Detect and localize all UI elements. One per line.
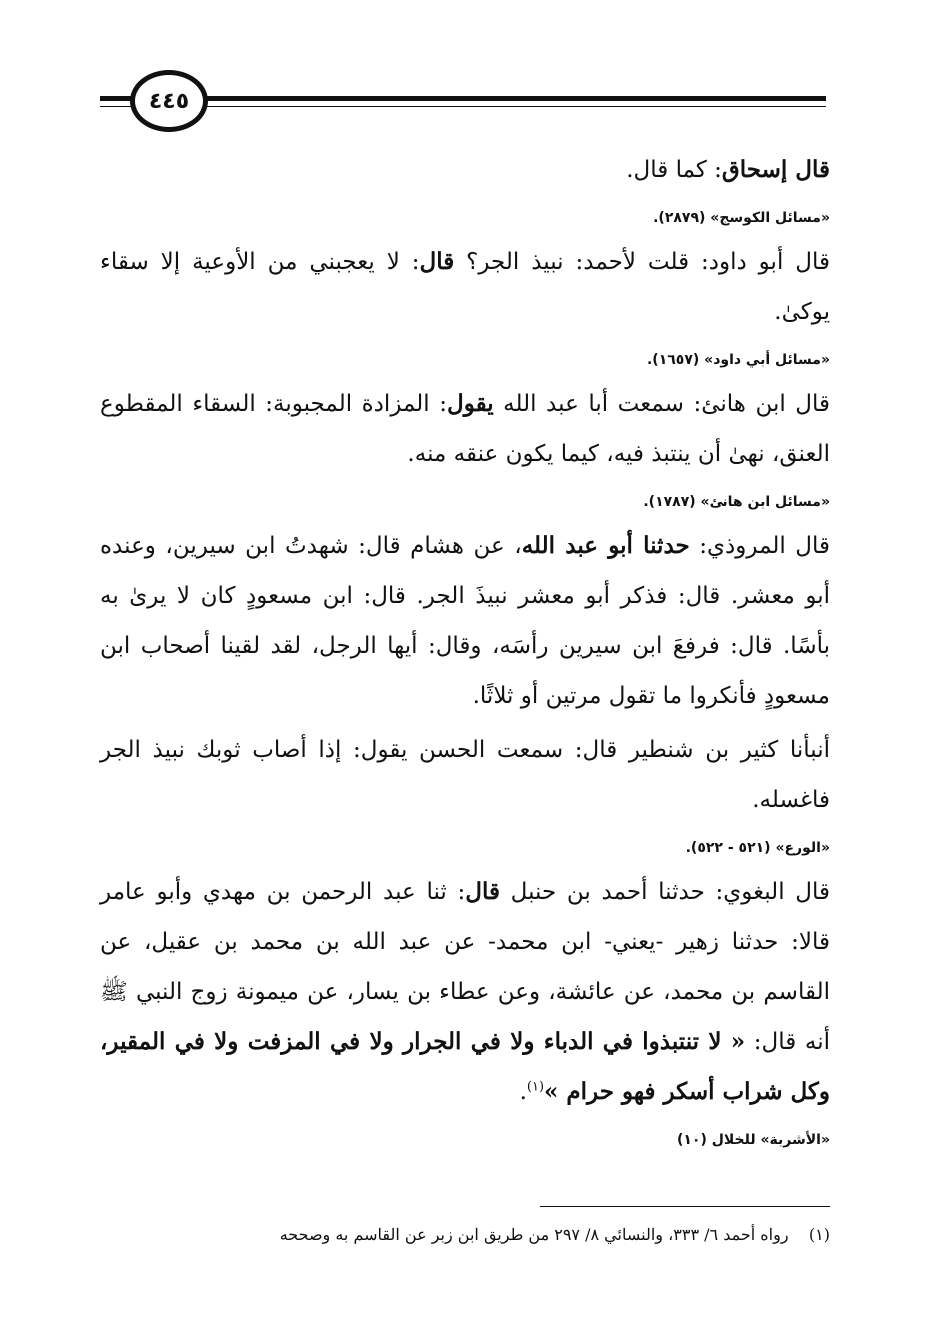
footnote-separator bbox=[540, 1206, 830, 1207]
footnote-marker: (١) bbox=[808, 1225, 830, 1244]
bold-term: قال bbox=[465, 878, 500, 905]
paragraph-marwazi bbox=[100, 521, 830, 721]
paragraph-text: : لا يعجبني من الأوعية إلا سقاء يوكىٰ. bbox=[100, 249, 830, 325]
paragraph-ishaq bbox=[100, 145, 830, 195]
page-body bbox=[100, 145, 830, 1159]
header-rule-thick bbox=[100, 96, 826, 101]
paragraph-abu-dawud bbox=[100, 237, 830, 337]
paragraph-text: قال ابن هانئ: سمعت أبا عبد الله bbox=[493, 391, 830, 417]
paragraph-text: . bbox=[519, 1079, 527, 1105]
paragraph-kathir: أنبأنا كثير بن شنطير قال: سمعت الحسن يقول: إذا أصاب ثوبك نبيذ الجر فاغسله. bbox=[100, 737, 830, 813]
source-citation: «الورع» (٥٢١ - ٥٢٢). bbox=[685, 840, 830, 856]
bold-term: يقول bbox=[447, 390, 494, 417]
footnote-reference[interactable]: (١) bbox=[526, 1079, 545, 1095]
source-citation: «مسائل أبي داود» (١٦٥٧). bbox=[646, 352, 830, 368]
header-rule-thin bbox=[100, 106, 826, 107]
paragraph-text: قال أبو داود: قلت لأحمد: نبيذ الجر؟ bbox=[454, 249, 830, 275]
paragraph-text: : كما قال. bbox=[626, 157, 722, 183]
footnote bbox=[100, 1222, 830, 1248]
paragraph-text: قال البغوي: حدثنا أحمد بن حنبل bbox=[499, 879, 830, 905]
speaker-label: قال إسحاق bbox=[721, 156, 830, 183]
source-citation: «مسائل الكوسج» (٢٨٧٩). bbox=[653, 210, 830, 226]
paragraph-text: قال المروذي: bbox=[689, 533, 831, 559]
bold-term: قال bbox=[419, 248, 455, 275]
footnote-text: رواه أحمد ٦/ ٣٣٣، والنسائي ٨/ ٢٩٧ من طريق ابن زبر عن القاسم به وصححه bbox=[279, 1225, 789, 1244]
paragraph-text: : ثنا عبد الرحمن بن مهدي وأبو عامر قالا: حدثنا زهير -يعني- ابن محمد- عن عبد الله بن محمد بن عقيل، عن القاسم بن محمد، عن عائشة، وعن عطاء بن يسار، عن ميمونة زوج النبي ﷺ أنه قال: bbox=[100, 879, 830, 1055]
paragraph-text: : المزادة المجبوبة: السقاء المقطوع العنق، نهىٰ أن ينتبذ فيه، كيما يكون عنقه منه. bbox=[100, 391, 830, 467]
page-number: ٤٤٥ bbox=[148, 88, 190, 114]
source-citation: «مسائل ابن هانئ» (١٧٨٧). bbox=[643, 494, 830, 510]
paragraph-ibn-hani bbox=[100, 379, 830, 479]
page-number-badge bbox=[130, 70, 208, 132]
paragraph-text: ، عن هشام قال: شهدتُ ابن سيرين، وعنده أبو معشر. قال: فذكر أبو معشر نبيذَ الجر. قال: ابن مسعودٍ كان لا يرىٰ به بأسًا. قال: فرفعَ ابن سيرين رأسَه، وقال: أيها الرجل، لقد لقينا أصحاب ابن مسعودٍ فأنكروا ما تقول مرتين أو ثلاثًا. bbox=[100, 533, 830, 709]
hadith-quote: « لا تنتبذوا في الدباء ولا في الجرار ولا في المزفت ولا في المقير، وكل شراب أسكر فهو حرام » bbox=[100, 1028, 830, 1105]
source-citation: «الأشربة» للخلال (١٠) bbox=[676, 1132, 830, 1148]
page-header bbox=[100, 68, 826, 138]
paragraph-baghawi bbox=[100, 867, 830, 1117]
bold-term: حدثنا أبو عبد الله bbox=[521, 532, 690, 559]
